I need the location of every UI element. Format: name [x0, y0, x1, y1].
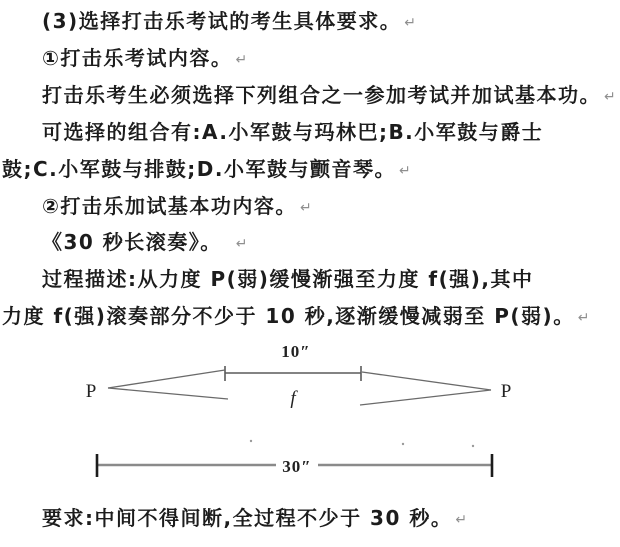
- dynamic-end-label: P: [500, 381, 512, 402]
- thirty-second-span: [97, 454, 492, 477]
- paragraph-line: [42, 505, 620, 531]
- paragraph-mark-icon: ↵: [604, 89, 616, 105]
- paragraph-line: [42, 119, 620, 145]
- paragraph-line: [42, 82, 620, 108]
- dynamic-start-label: P: [85, 381, 97, 402]
- line-text: ②打击乐加试基本功内容。: [42, 194, 297, 218]
- line-text: 鼓;C.小军鼓与排鼓;D.小军鼓与颤音琴。: [2, 157, 396, 181]
- line-text: 要求:中间不得间断,全过程不少于 30 秒。: [42, 506, 453, 530]
- paragraph-line: [42, 45, 620, 71]
- paragraph-line: [42, 8, 620, 34]
- line-text: 过程描述:从力度 P(弱)缓慢渐强至力度 f(强),其中: [42, 267, 534, 291]
- paragraph-mark-icon: ↵: [235, 52, 248, 68]
- paragraph-line: [42, 193, 620, 219]
- decrescendo-hairpin: [360, 372, 491, 405]
- paragraph-line: [2, 156, 620, 182]
- paragraph-mark-icon: ↵: [299, 200, 312, 216]
- ten-second-bracket: [225, 366, 361, 381]
- line-text: 打击乐考生必须选择下列组合之一参加考试并加试基本功。: [42, 83, 601, 107]
- line-text: 可选择的组合有:A.小军鼓与玛林巴;B.小军鼓与爵士: [42, 120, 544, 144]
- paragraph-mark-icon: ↵: [398, 163, 411, 179]
- line-text: 力度 f(强)滚奏部分不少于 10 秒,逐渐缓慢减弱至 P(弱)。: [2, 304, 575, 328]
- paragraph-mark-icon: ↵: [455, 512, 468, 528]
- crescendo-hairpin: [108, 370, 228, 399]
- line-text: (3)选择打击乐考试的考生具体要求。: [42, 9, 402, 33]
- paragraph-line: [2, 303, 620, 329]
- line-text: ①打击乐考试内容。: [42, 46, 233, 70]
- paragraph-line: [42, 229, 620, 255]
- dynamics-roll-diagram-canvas: [0, 340, 620, 490]
- peak-duration-label: 10″: [281, 342, 311, 361]
- paragraph-mark-icon: ↵: [404, 15, 416, 31]
- dynamic-peak-label: f: [290, 388, 296, 409]
- paragraph-mark-icon: ↵: [577, 310, 590, 326]
- dynamics-roll-diagram: [0, 340, 620, 490]
- scan-speck: [250, 440, 474, 447]
- paragraph-line: [42, 266, 620, 292]
- paragraph-mark-icon: ↵: [235, 236, 248, 252]
- line-text: 《30 秒长滚奏》。: [42, 230, 222, 254]
- total-duration-label: 30″: [282, 457, 312, 476]
